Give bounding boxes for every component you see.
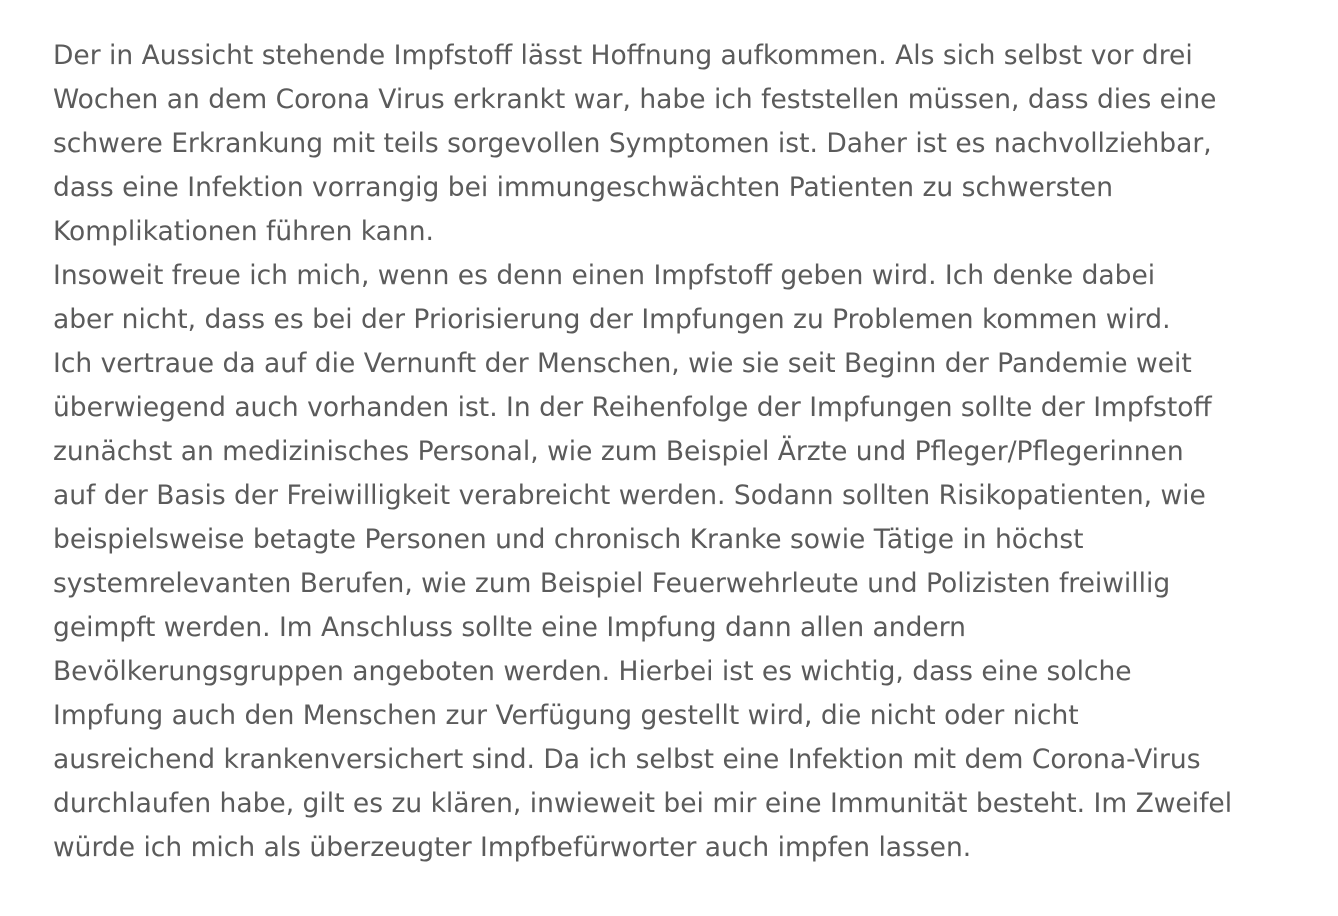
text-line: auf der Basis der Freiwilligkeit verabreicht werden. Sodann sollten Risikopatienten, wie [53, 480, 1206, 511]
text-line: Ich vertraue da auf die Vernunft der Menschen, wie sie seit Beginn der Pandemie weit [53, 348, 1192, 379]
text-line: würde ich mich als überzeugter Impfbefürworter auch impfen lassen. [53, 832, 972, 863]
text-line: Insoweit freue ich mich, wenn es denn einen Impfstoff geben wird. Ich denke dabei [53, 260, 1156, 291]
text-line: beispielsweise betagte Personen und chronisch Kranke sowie Tätige in höchst [53, 524, 1084, 555]
text-line: zunächst an medizinisches Personal, wie zum Beispiel Ärzte und Pfleger/Pflegerinnen [53, 436, 1184, 467]
text-line: durchlaufen habe, gilt es zu klären, inwieweit bei mir eine Immunität besteht. Im Zweifel [53, 788, 1233, 819]
text-line: systemrelevanten Berufen, wie zum Beispiel Feuerwehrleute und Polizisten freiwillig [53, 568, 1171, 599]
paragraph-2 [53, 254, 1303, 870]
text-line: Komplikationen führen kann. [53, 216, 434, 247]
comment-text [53, 34, 1303, 870]
text-line: Wochen an dem Corona Virus erkrankt war, habe ich feststellen müssen, dass dies eine [53, 84, 1217, 115]
text-line: dass eine Infektion vorrangig bei immungeschwächten Patienten zu schwersten [53, 172, 1113, 203]
text-line: überwiegend auch vorhanden ist. In der Reihenfolge der Impfungen sollte der Impfstoff [53, 392, 1212, 423]
text-line: Der in Aussicht stehende Impfstoff lässt Hoffnung aufkommen. Als sich selbst vor drei [53, 40, 1193, 71]
text-line: ausreichend krankenversichert sind. Da ich selbst eine Infektion mit dem Corona-Virus [53, 744, 1201, 775]
paragraph-1 [53, 34, 1303, 254]
text-line: geimpft werden. Im Anschluss sollte eine Impfung dann allen andern [53, 612, 966, 643]
text-line: schwere Erkrankung mit teils sorgevollen Symptomen ist. Daher ist es nachvollziehbar, [53, 128, 1212, 159]
text-line: aber nicht, dass es bei der Priorisierung der Impfungen zu Problemen kommen wird. [53, 304, 1171, 335]
text-line: Bevölkerungsgruppen angeboten werden. Hierbei ist es wichtig, dass eine solche [53, 656, 1132, 687]
text-line: Impfung auch den Menschen zur Verfügung gestellt wird, die nicht oder nicht [53, 700, 1079, 731]
